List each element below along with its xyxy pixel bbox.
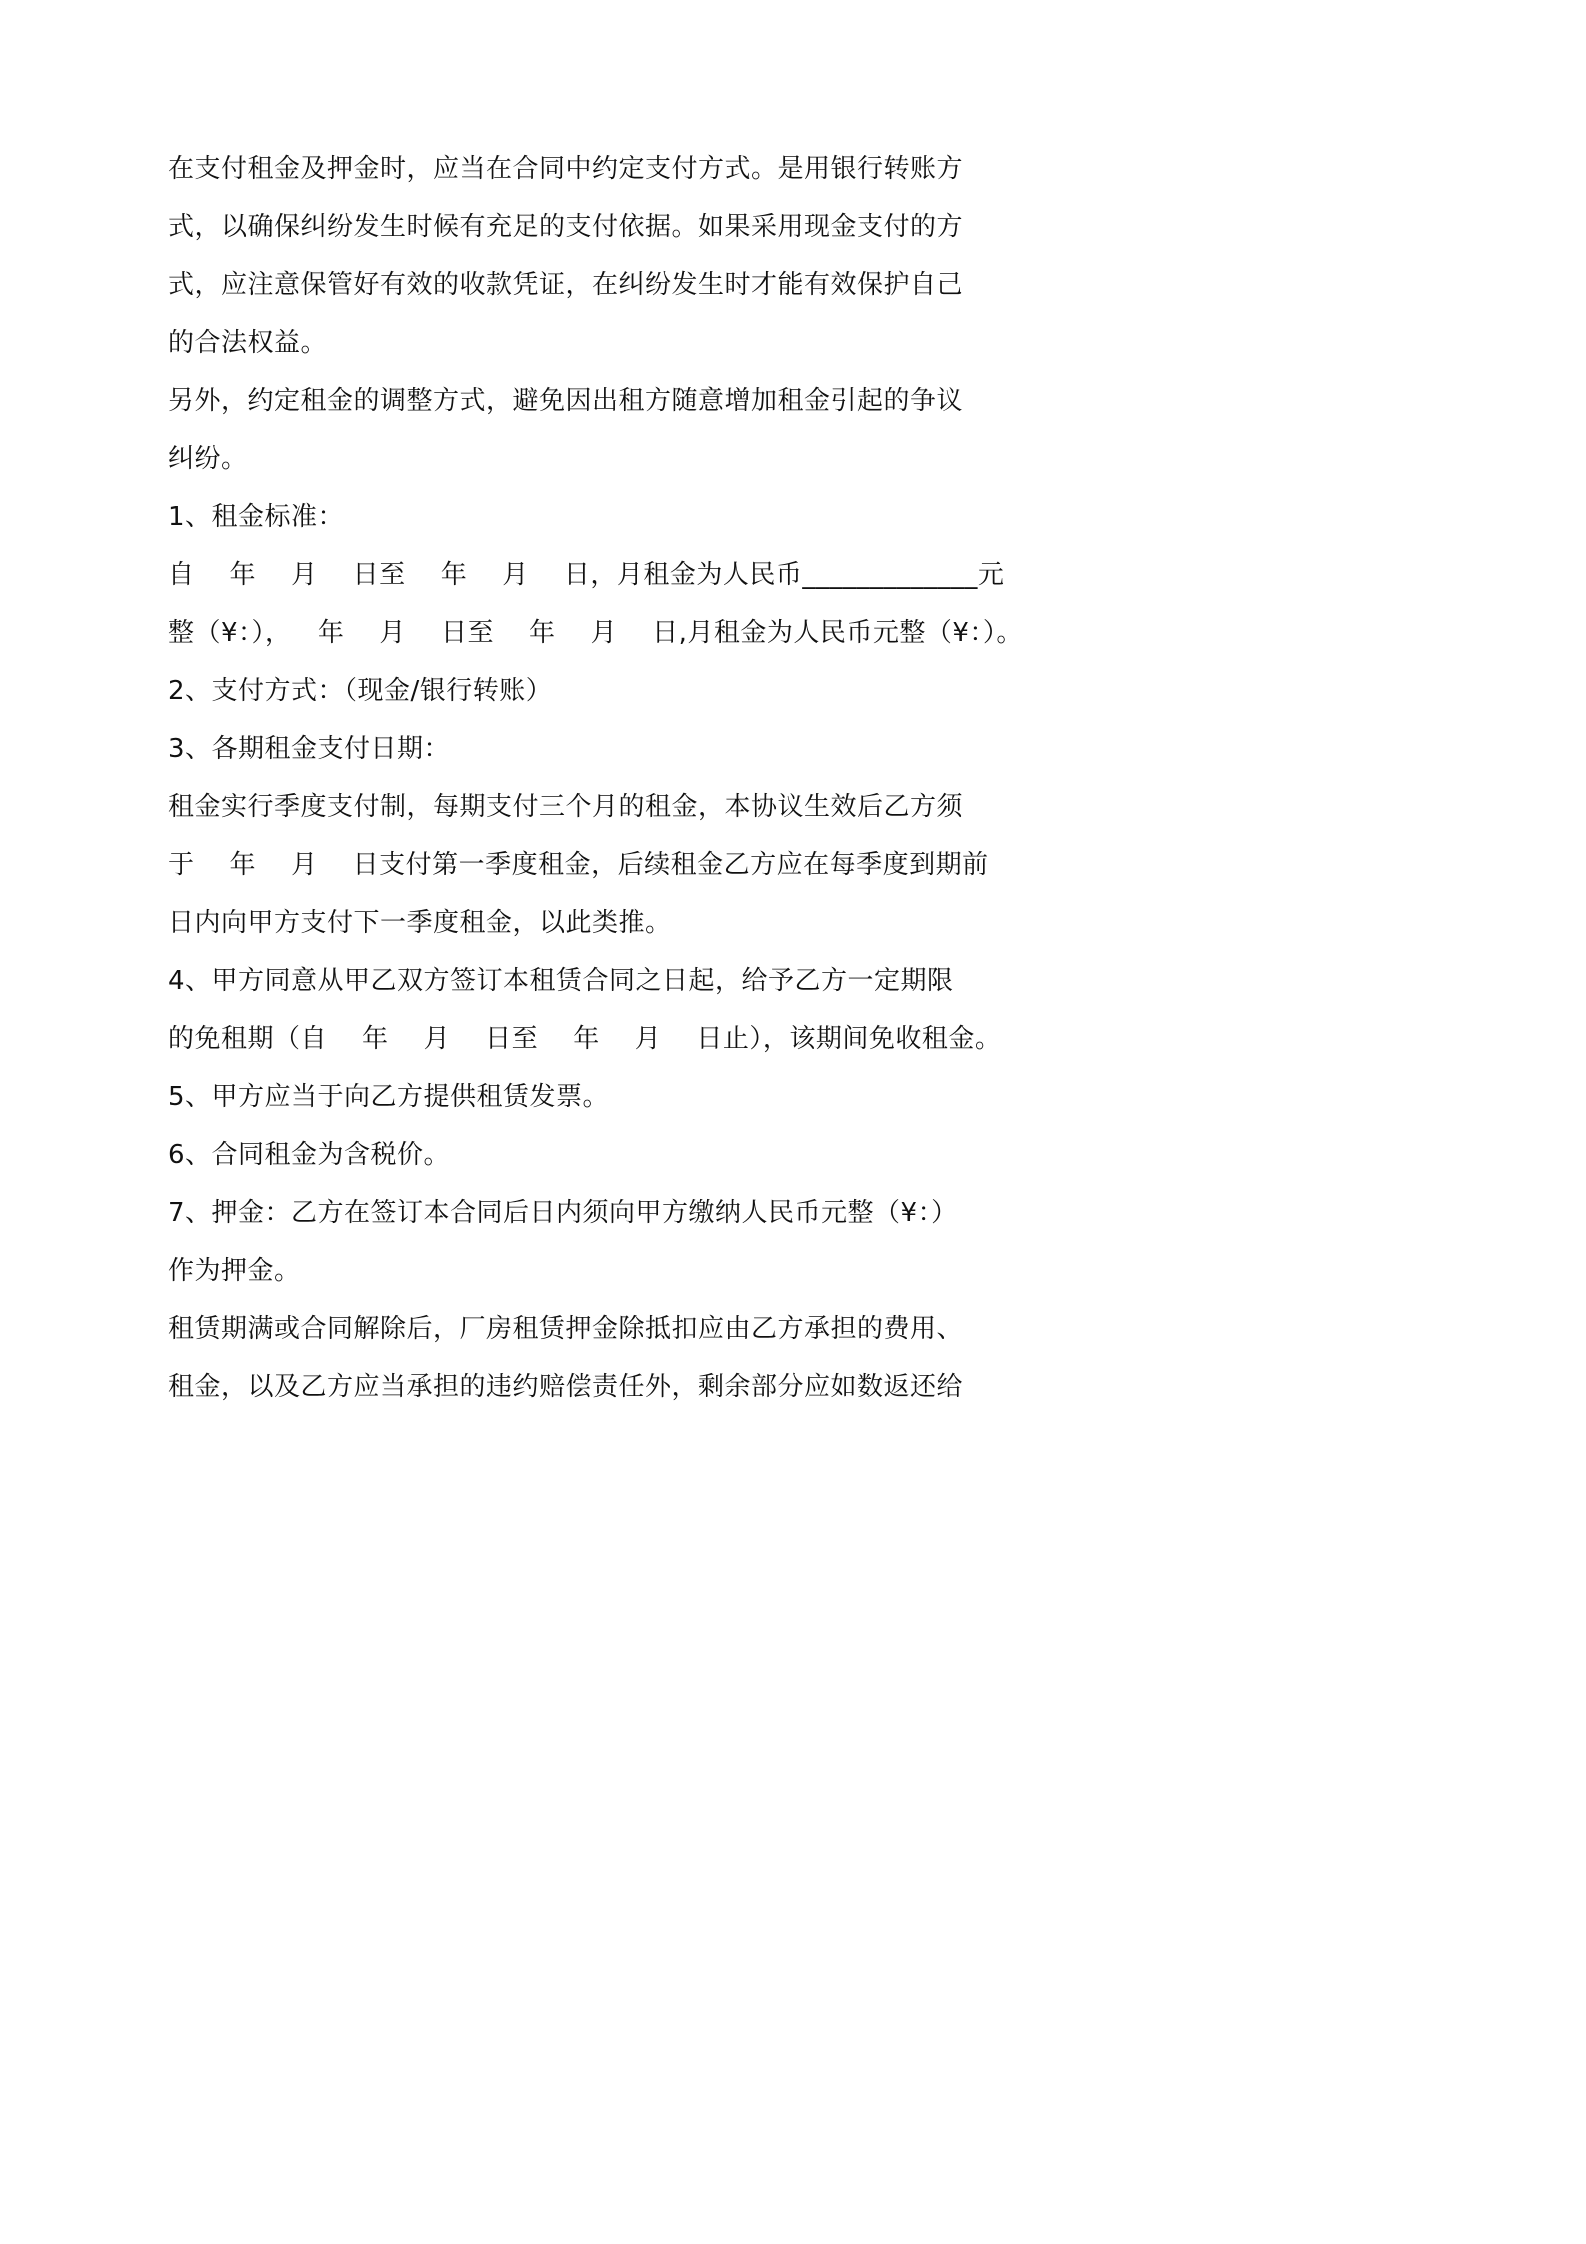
text-line: 式，应注意保管好有效的收款凭证，在纠纷发生时才能有效保护自己: [168, 270, 964, 300]
text-line: 6、合同租金为含税价。: [168, 1140, 451, 1170]
document-page: [0, 0, 1103, 1560]
text-line: 3、各期租金支付日期：: [168, 734, 451, 764]
text-line: 作为押金。: [168, 1256, 301, 1286]
text-line: 5、甲方应当于向乙方提供租赁发票。: [168, 1082, 610, 1112]
text-line: 另外，约定租金的调整方式，避免因出租方随意增加租金引起的争议: [168, 386, 964, 416]
clause-2: [168, 662, 948, 720]
clause-7: [168, 1184, 958, 1300]
clause-3-body: [168, 778, 989, 952]
clause-5: [168, 1068, 948, 1126]
clause-4: [168, 952, 1002, 1068]
clause-1-body: [168, 546, 1023, 662]
text-line: 在支付租金及押金时，应当在合同中约定支付方式。是用银行转账方: [168, 154, 964, 184]
paragraph-rent-adjustment: [168, 372, 964, 488]
text-line: 2、支付方式：（现金/银行转账）: [168, 676, 553, 706]
text-line: 的合法权益。: [168, 328, 328, 358]
text-line: 4、甲方同意从甲乙双方签订本租赁合同之日起，给予乙方一定期限: [168, 966, 954, 996]
text-line: 于 年 月 日支付第一季度租金，后续租金乙方应在每季度到期前: [168, 850, 989, 880]
clause-1-heading: [168, 488, 948, 546]
text-line: 租赁期满或合同解除后，厂房租赁押金除抵扣应由乙方承担的费用、: [168, 1314, 964, 1344]
text-line: 的免租期（自 年 月 日至 年 月 日止），该期间免收租金。: [168, 1024, 1002, 1054]
text-line: 纠纷。: [168, 444, 248, 474]
document-body: [168, 140, 1023, 1416]
paragraph-payment-method-intro: [168, 140, 964, 372]
clause-6: [168, 1126, 948, 1184]
text-line: 租金实行季度支付制，每期支付三个月的租金，本协议生效后乙方须: [168, 792, 964, 822]
text-line: 自 年 月 日至 年 月 日，月租金为人民币_____________元: [168, 560, 1005, 590]
text-line: 租金，以及乙方应当承担的违约赔偿责任外，剩余部分应如数返还给: [168, 1372, 964, 1402]
text-line: 日内向甲方支付下一季度租金，以此类推。: [168, 908, 672, 938]
text-line: 7、押金：乙方在签订本合同后日内须向甲方缴纳人民币元整（¥：）: [168, 1198, 958, 1228]
text-line: 1、租金标准：: [168, 502, 345, 532]
text-line: 整（¥：）， 年 月 日至 年 月 日,月租金为人民币元整（¥：）。: [168, 618, 1023, 648]
text-line: 式，以确保纠纷发生时候有充足的支付依据。如果采用现金支付的方: [168, 212, 964, 242]
clause-3-heading: [168, 720, 948, 778]
paragraph-deposit-return: [168, 1300, 964, 1416]
